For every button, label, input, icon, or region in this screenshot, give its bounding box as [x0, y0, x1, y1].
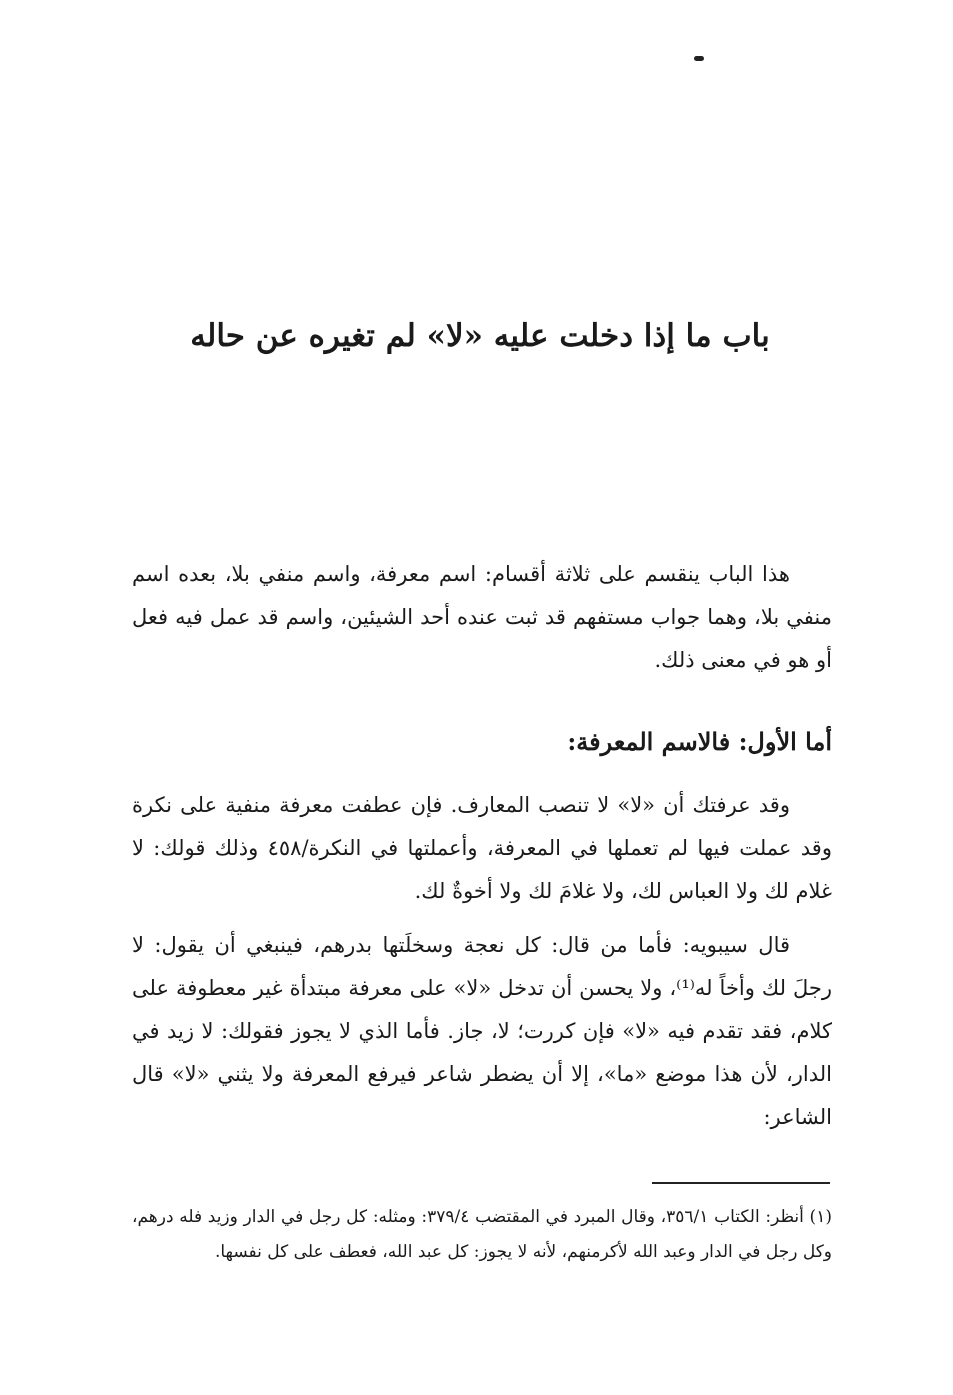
- chapter-title: باب ما إذا دخلت عليه «لا» لم تغيره عن حاله: [190, 318, 770, 354]
- paragraph-definite-noun: وقد عرفتك أن «لا» لا تنصب المعارف. فإن عطفت معرفة منفية على نكرة وقد عملت فيها لم تعملها في المعرفة، وأعملتها في النكرة/٤٥٨ وذلك قولك: لا غلام لك ولا العباس لك، ولا غلامَ لك ولا أخوةٌ لك.: [132, 793, 832, 903]
- section-heading: أما الأول: فالاسم المعرفة:: [567, 727, 832, 756]
- paragraph-sibawayh: قال سيبويه: فأما من قال: كل نعجة وسخلَتها بدرهم، فينبغي أن يقول: لا رجلَ لك وأخاً له⁽¹⁾، ولا يحسن أن تدخل «لا» على معرفة مبتدأة غير معطوفة على كلام، فقد تقدم فيه «لا» فإن كررت؛ لا، جاز. فأما الذي لا يجوز فقولك: لا زيد في الدار، لأن هذا موضع «ما»، إلا أن يضطر شاعر فيرفع المعرفة ولا يثني «لا» قال الشاعر:: [132, 933, 832, 1129]
- footnote-separator: [652, 1182, 830, 1184]
- ink-speck: [694, 56, 704, 61]
- footnote: (١) أنظر: الكتاب ٣٥٦/١، وقال المبرد في المقتضب ٣٧٩/٤: ومثله: كل رجل في الدار وزيد فله درهم، وكل رجل في الدار وعبد الله لأكرمنهم، لأنه لا يجوز: كل عبد الله، فعطف على كل نفسها.: [132, 1207, 832, 1262]
- intro-paragraph: هذا الباب ينقسم على ثلاثة أقسام: اسم معرفة، واسم منفي بلا، بعده اسم منفي بلا، وهما جواب مستفهم قد ثبت عنده أحد الشيئين، واسم قد عمل فيه فعل أو هو في معنى ذلك.: [132, 562, 832, 672]
